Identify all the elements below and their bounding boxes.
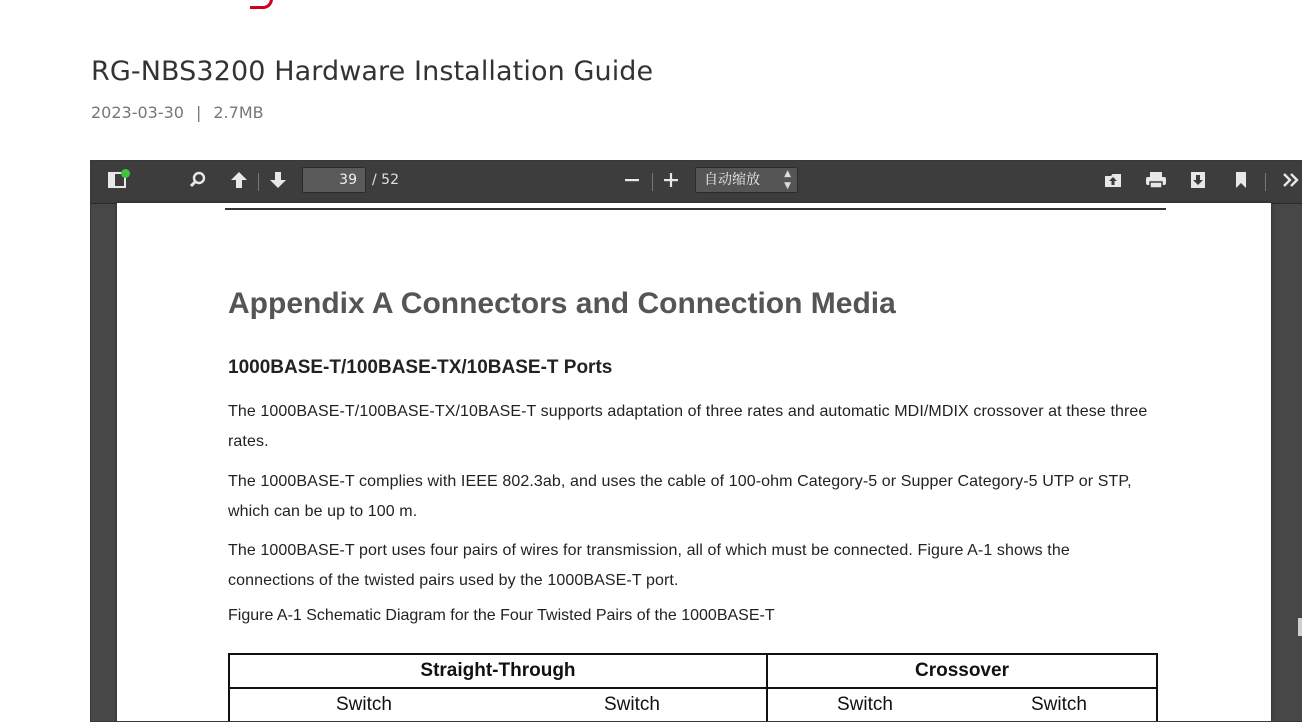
section-title: 1000BASE-T/100BASE-TX/10BASE-T Ports <box>228 357 613 378</box>
page-header-rule <box>225 208 1166 210</box>
document-meta <box>91 103 264 122</box>
meta-separator: | <box>195 103 202 122</box>
toolbar-divider <box>258 173 259 191</box>
pdf-page <box>117 203 1271 722</box>
previous-page-icon[interactable] <box>227 170 251 194</box>
pdf-toolbar <box>91 161 1302 204</box>
twisted-pair-figure-table <box>228 653 1158 722</box>
table-cell <box>229 688 767 722</box>
zoom-in-icon[interactable] <box>659 170 683 194</box>
bookmark-icon[interactable] <box>1229 170 1253 194</box>
paragraph: The 1000BASE-T port uses four pairs of wires for transmission, all of which must be connected. Figure A-1 shows the connections of the twisted pairs used by the 1000BASE-T port. <box>228 542 1070 589</box>
switch-label: Switch <box>336 694 392 715</box>
figure-caption: Figure A-1 Schematic Diagram for the Four Twisted Pairs of the 1000BASE-T <box>228 607 775 624</box>
document-title: RG-NBS3200 Hardware Installation Guide <box>91 56 654 87</box>
tools-icon[interactable] <box>1279 170 1302 194</box>
pdf-viewer <box>90 160 1302 722</box>
zoom-value: 自动缩放 <box>704 172 760 188</box>
next-page-icon[interactable] <box>266 170 290 194</box>
site-header <box>0 0 1302 33</box>
zoom-out-icon[interactable] <box>620 170 644 194</box>
document-date: 2023-03-30 <box>91 103 184 122</box>
search-icon[interactable] <box>186 170 210 194</box>
toolbar-divider <box>1265 173 1266 191</box>
paragraph: The 1000BASE-T complies with IEEE 802.3ab, and uses the cable of 100-ohm Category-5 or Supper Category-5 UTP or STP, which can be up to 100 m. <box>228 473 1132 520</box>
page-total: / 52 <box>372 172 399 188</box>
brand-logo[interactable] <box>250 0 273 9</box>
switch-label: Switch <box>836 694 893 715</box>
table-cell <box>767 688 1157 722</box>
print-icon[interactable] <box>1144 170 1168 194</box>
scrollbar-thumb[interactable] <box>1298 618 1302 636</box>
switch-label: Switch <box>1031 694 1087 715</box>
download-icon[interactable] <box>1186 170 1210 194</box>
paragraph: The 1000BASE-T/100BASE-TX/10BASE-T supports adaptation of three rates and automatic MDI/MDIX crossover at these three rates. <box>228 403 1148 450</box>
zoom-select[interactable] <box>695 167 798 193</box>
switch-label: Switch <box>603 694 660 715</box>
table-header: Straight-Through <box>229 654 767 688</box>
open-file-icon[interactable] <box>1101 170 1125 194</box>
document-size: 2.7MB <box>213 103 264 122</box>
toolbar-divider <box>652 173 653 191</box>
appendix-title: Appendix A Connectors and Connection Media <box>228 287 896 320</box>
table-header: Crossover <box>767 654 1157 688</box>
select-arrows-icon: ▲ ▼ <box>784 169 791 191</box>
table-row <box>229 688 1157 722</box>
notification-dot <box>121 169 130 178</box>
table-header-row <box>229 654 1157 688</box>
page-number-input[interactable]: 39 <box>302 167 366 193</box>
